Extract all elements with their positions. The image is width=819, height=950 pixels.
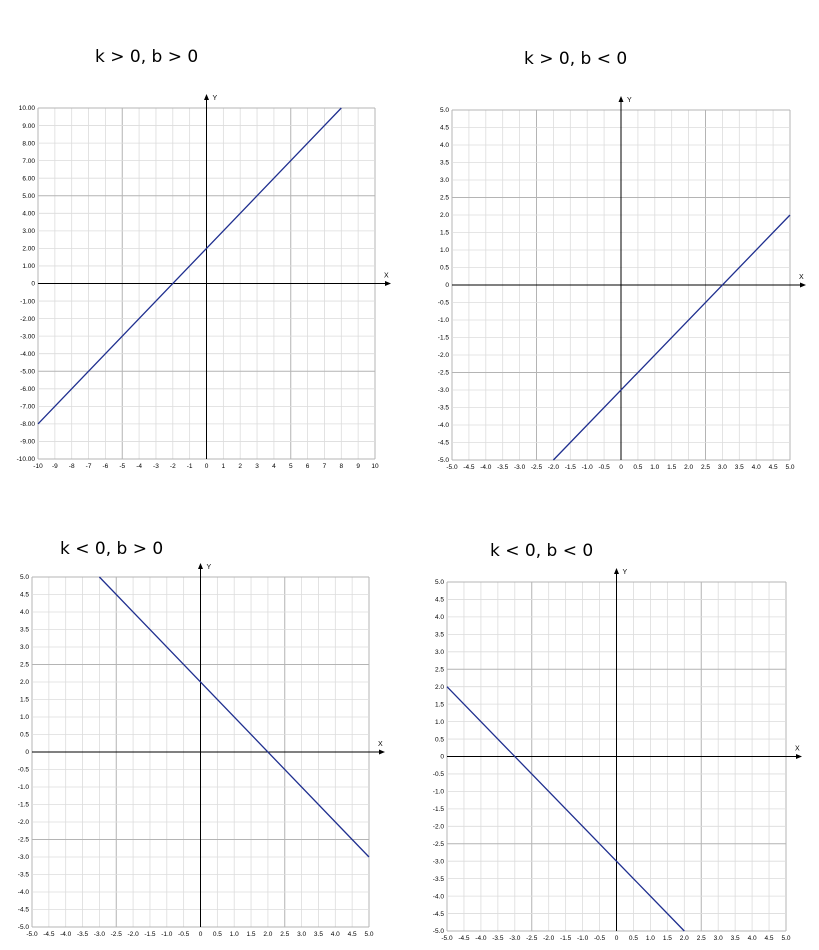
- x-tick-label: 3: [255, 463, 259, 470]
- y-axis-label: Y: [206, 564, 212, 571]
- y-tick-label: -3.0: [432, 858, 444, 866]
- y-tick-label: 3.0: [434, 649, 444, 656]
- y-tick-label: 5.00: [22, 192, 35, 200]
- x-tick-label: -8: [68, 463, 75, 470]
- x-tick-label: 3.5: [734, 464, 744, 471]
- x-tick-label: -1.5: [560, 935, 572, 942]
- x-axis-label: X: [384, 272, 389, 280]
- x-tick-label: -3: [153, 463, 159, 470]
- y-tick-label: 1.5: [439, 229, 449, 237]
- y-tick-label: -5.0: [432, 928, 444, 936]
- y-tick-label: 3.0: [19, 644, 29, 652]
- y-tick-label: 0.5: [439, 264, 449, 272]
- y-tick-label: -2.0: [432, 823, 444, 831]
- y-tick-label: 0: [25, 749, 29, 757]
- x-tick-label: -3.5: [492, 935, 504, 942]
- y-tick-label: -3.0: [17, 854, 29, 862]
- y-tick-label: -1.0: [17, 784, 29, 792]
- y-tick-label: -3.5: [432, 875, 444, 883]
- y-tick-label: 4.5: [434, 596, 444, 604]
- x-axis-arrow: [800, 283, 806, 288]
- y-tick-label: 0: [440, 753, 444, 761]
- x-tick-label: 1.0: [645, 935, 655, 942]
- x-tick-label: 2.0: [684, 464, 694, 471]
- y-tick-label: 8.00: [22, 140, 35, 148]
- x-tick-label: -4.5: [43, 931, 55, 938]
- x-tick-label: -1: [186, 463, 193, 470]
- x-tick-label: 6: [305, 463, 310, 470]
- y-axis-arrow: [204, 94, 209, 100]
- y-tick-label: 1.00: [22, 263, 35, 271]
- x-tick-label: 1.5: [246, 931, 256, 938]
- x-tick-label: -1.0: [161, 931, 173, 938]
- y-tick-label: -6.00: [20, 386, 35, 393]
- y-tick-label: -0.5: [437, 299, 449, 307]
- x-tick-label: -4.5: [458, 935, 470, 942]
- x-tick-label: -5.0: [26, 931, 38, 938]
- x-tick-label: -2.0: [547, 464, 560, 471]
- x-tick-label: -1.0: [581, 464, 593, 471]
- x-tick-label: 2.0: [679, 935, 689, 942]
- y-tick-label: -9.00: [20, 438, 35, 446]
- x-tick-label: 1.5: [667, 464, 677, 471]
- x-tick-label: 2.5: [700, 464, 711, 471]
- x-axis-label: X: [795, 745, 800, 753]
- x-tick-label: -4.0: [480, 464, 492, 471]
- y-tick-label: 1.0: [19, 714, 29, 722]
- x-tick-label: -2.5: [526, 935, 538, 942]
- y-tick-label: -4.5: [437, 439, 449, 447]
- x-tick-label: -6: [102, 463, 109, 470]
- y-tick-label: -2.0: [17, 819, 29, 827]
- y-tick-label: 0: [445, 282, 449, 290]
- x-tick-label: 3.0: [297, 931, 307, 938]
- x-tick-label: 4.5: [347, 931, 357, 938]
- chart-panel-k-pos-b-pos: [17, 47, 391, 470]
- y-tick-label: 1.5: [434, 701, 444, 709]
- x-tick-label: 0: [614, 935, 619, 942]
- y-tick-label: -5.0: [17, 924, 29, 932]
- y-tick-label: -0.5: [432, 771, 444, 779]
- chart-title: k > 0, b > 0: [95, 47, 199, 67]
- y-tick-label: 2.0: [19, 679, 29, 687]
- y-tick-label: -3.00: [20, 333, 35, 341]
- x-tick-label: 4.0: [751, 464, 761, 471]
- x-tick-label: -2.5: [110, 931, 122, 938]
- x-tick-label: -2.0: [127, 931, 139, 938]
- x-tick-label: -3.0: [93, 931, 106, 938]
- y-tick-label: 4.0: [434, 614, 444, 622]
- y-tick-label: 1.0: [439, 247, 449, 255]
- x-tick-label: 5.0: [364, 931, 374, 938]
- x-axis-label: X: [378, 741, 383, 748]
- x-tick-label: 4.5: [768, 464, 778, 471]
- x-tick-label: 4.0: [747, 935, 757, 942]
- y-tick-label: 0: [31, 280, 35, 288]
- y-tick-label: -1.5: [437, 334, 449, 342]
- y-tick-label: 3.5: [439, 159, 449, 167]
- x-tick-label: 5.0: [785, 464, 795, 471]
- x-tick-label: -3.5: [497, 464, 509, 471]
- x-tick-label: -0.5: [598, 464, 610, 471]
- x-tick-label: 7: [322, 463, 327, 470]
- x-tick-label: 1.0: [650, 464, 660, 471]
- y-tick-label: -3.5: [17, 871, 29, 879]
- y-tick-label: 3.5: [434, 631, 444, 639]
- chart-title: k < 0, b < 0: [490, 541, 594, 561]
- x-tick-label: 1: [221, 463, 226, 470]
- x-tick-label: 2.5: [280, 931, 290, 938]
- x-tick-label: -5.0: [441, 935, 453, 942]
- x-tick-label: 2.0: [263, 931, 273, 938]
- y-tick-label: -7.00: [20, 403, 35, 411]
- x-tick-label: -4: [136, 463, 142, 470]
- y-tick-label: 0.5: [19, 731, 29, 739]
- x-tick-label: 3.0: [717, 464, 727, 471]
- y-axis-arrow: [198, 563, 203, 569]
- y-tick-label: -2.0: [437, 352, 449, 360]
- x-tick-label: 0: [619, 464, 623, 471]
- y-tick-label: -3.0: [437, 387, 449, 395]
- x-tick-label: 1.0: [229, 931, 239, 938]
- y-tick-label: 10.00: [18, 105, 35, 113]
- x-tick-label: -0.5: [593, 935, 606, 942]
- y-tick-label: 6.00: [22, 175, 35, 183]
- x-tick-label: 3.5: [730, 935, 740, 942]
- y-tick-label: -1.5: [432, 806, 444, 814]
- x-axis-arrow: [379, 750, 385, 755]
- y-tick-label: -1.0: [437, 317, 449, 325]
- y-tick-label: 3.5: [19, 626, 29, 634]
- x-tick-label: -4.5: [463, 464, 475, 471]
- y-tick-label: 4.5: [19, 591, 29, 599]
- x-tick-label: 3.5: [313, 931, 323, 938]
- y-axis-label: Y: [627, 97, 632, 104]
- x-tick-label: -2.0: [543, 935, 555, 942]
- x-tick-label: 4.5: [764, 935, 774, 942]
- y-tick-label: -5.00: [20, 368, 35, 376]
- y-tick-label: 3.0: [439, 177, 449, 185]
- y-tick-label: 7.00: [22, 157, 35, 165]
- y-tick-label: 2.5: [439, 194, 449, 202]
- x-tick-label: -5: [119, 463, 126, 470]
- x-tick-label: 0: [204, 463, 209, 470]
- x-tick-label: -10: [33, 463, 43, 470]
- x-axis-arrow: [796, 754, 802, 759]
- x-tick-label: -5.0: [446, 464, 458, 471]
- x-tick-label: -1.5: [564, 464, 576, 471]
- x-tick-label: -0.5: [178, 931, 190, 938]
- y-tick-label: -8.00: [20, 421, 35, 429]
- y-tick-label: 5.0: [439, 107, 449, 115]
- x-tick-label: -2.5: [530, 464, 543, 471]
- y-tick-label: 4.0: [439, 142, 449, 150]
- x-tick-label: -3.5: [76, 931, 89, 938]
- x-tick-label: 0.5: [212, 931, 222, 938]
- y-tick-label: 2.0: [439, 212, 449, 220]
- x-tick-label: -2: [169, 463, 176, 470]
- chart-title: k < 0, b > 0: [60, 539, 164, 559]
- chart-panel-k-pos-b-neg: [438, 49, 806, 471]
- x-tick-label: -3.0: [513, 464, 526, 471]
- x-tick-label: 10: [371, 463, 379, 470]
- y-tick-label: -0.5: [17, 766, 29, 774]
- x-tick-label: -1.0: [576, 935, 589, 942]
- x-tick-label: -7: [85, 463, 92, 470]
- x-tick-label: 0.5: [628, 935, 638, 942]
- y-tick-label: -2.00: [20, 315, 35, 323]
- y-tick-label: -2.5: [432, 840, 444, 848]
- x-tick-label: 2: [238, 463, 243, 470]
- chart-panel-k-neg-b-neg: [433, 541, 802, 942]
- x-tick-label: 0: [198, 931, 203, 938]
- y-tick-label: -3.5: [437, 404, 449, 412]
- y-tick-label: 0.5: [434, 736, 444, 744]
- y-tick-label: -10.00: [16, 456, 35, 464]
- x-tick-label: 5: [288, 463, 293, 470]
- chart-title: k > 0, b < 0: [524, 49, 628, 69]
- y-tick-label: 3.00: [22, 228, 35, 236]
- y-tick-label: 5.0: [434, 579, 444, 587]
- y-axis-label: Y: [212, 95, 218, 102]
- y-tick-label: -4.0: [432, 893, 444, 901]
- y-tick-label: 4.0: [19, 609, 29, 617]
- y-tick-label: -4.00: [20, 350, 35, 358]
- y-axis-label: Y: [622, 569, 628, 576]
- x-tick-label: 5.0: [781, 935, 791, 942]
- y-tick-label: 2.0: [434, 683, 444, 691]
- y-tick-label: 9.00: [22, 122, 35, 130]
- x-axis-arrow: [385, 281, 391, 286]
- y-tick-label: 4.5: [439, 124, 449, 132]
- x-tick-label: -1.5: [144, 931, 156, 938]
- y-tick-label: -1.5: [17, 801, 29, 809]
- y-tick-label: 5.0: [19, 574, 29, 582]
- y-tick-label: -4.5: [432, 910, 444, 918]
- y-tick-label: -2.5: [17, 836, 29, 844]
- x-tick-label: -3.0: [509, 935, 521, 942]
- x-tick-label: 4.0: [330, 931, 340, 938]
- y-tick-label: -1.00: [20, 298, 35, 306]
- x-tick-label: 0.5: [633, 464, 643, 471]
- chart-panel-k-neg-b-pos: [18, 539, 385, 938]
- x-tick-label: -4.0: [60, 931, 72, 938]
- x-tick-label: 2.5: [696, 935, 706, 942]
- x-tick-label: 4: [272, 463, 276, 470]
- x-tick-label: 3.0: [713, 935, 723, 942]
- y-tick-label: 1.5: [19, 696, 29, 704]
- y-tick-label: -5.0: [437, 457, 449, 465]
- x-tick-label: -4.0: [475, 935, 487, 942]
- y-axis-arrow: [614, 568, 619, 574]
- y-tick-label: 2.00: [22, 245, 35, 253]
- y-tick-label: -4.0: [17, 889, 29, 897]
- y-tick-label: -4.5: [17, 906, 29, 914]
- x-tick-label: 9: [356, 463, 360, 470]
- y-tick-label: 2.5: [19, 661, 29, 669]
- y-tick-label: -4.0: [437, 422, 449, 430]
- y-tick-label: -1.0: [432, 788, 444, 796]
- x-axis-label: X: [799, 274, 804, 281]
- x-tick-label: 1.5: [662, 935, 672, 942]
- y-tick-label: 1.0: [434, 718, 444, 726]
- x-tick-label: 8: [339, 463, 344, 470]
- y-tick-label: 4.00: [22, 210, 35, 218]
- y-axis-arrow: [619, 96, 624, 102]
- x-tick-label: -9: [51, 463, 58, 470]
- y-tick-label: 2.5: [434, 666, 444, 674]
- y-tick-label: -2.5: [437, 369, 449, 377]
